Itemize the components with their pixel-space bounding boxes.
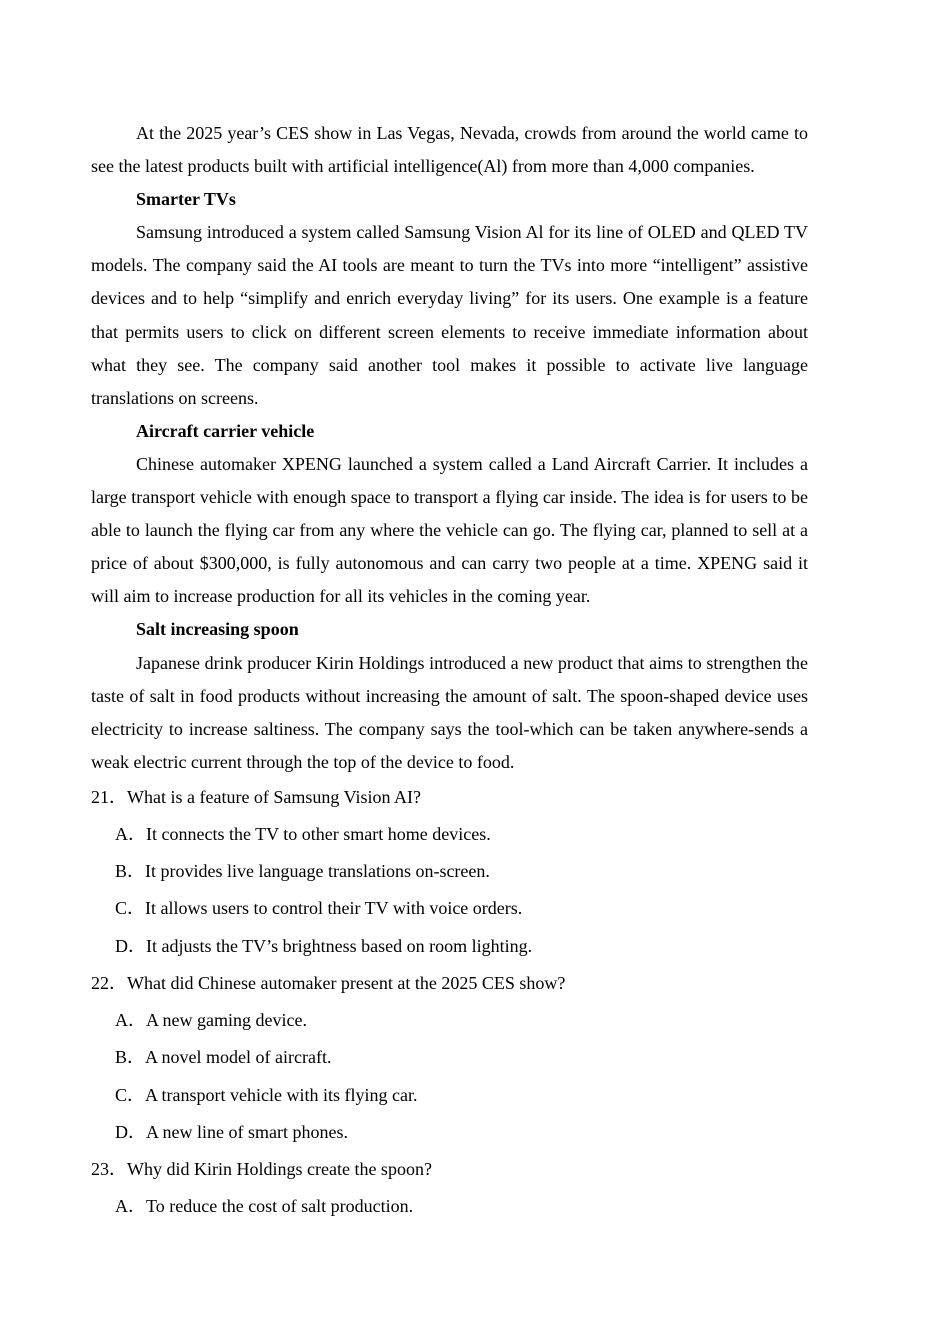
section-heading-salt-spoon: Salt increasing spoon (136, 619, 299, 640)
option-text: It adjusts the TV’s brightness based on room lighting. (146, 935, 533, 956)
option-letter: C． (115, 898, 146, 919)
option-letter: D． (115, 1121, 146, 1142)
option-letter: A． (115, 1010, 146, 1031)
option-22-d (91, 1114, 808, 1151)
option-letter: A． (115, 1196, 146, 1217)
option-text: It connects the TV to other smart home devices. (146, 824, 491, 845)
option-text: A new line of smart phones. (146, 1121, 348, 1142)
option-23-a (91, 1188, 808, 1225)
option-text: To reduce the cost of salt production. (146, 1196, 414, 1217)
option-21-c (91, 890, 808, 927)
question-text: What did Chinese automaker present at the 2025 CES show? (127, 972, 566, 993)
section-body-aircraft-carrier: Chinese automaker XPENG launched a system called a Land Aircraft Carrier. It includes a large transport vehicle with enough space to transport a flying car inside. The idea is for users to be able to launch the flying car from any where the vehicle can go. The flying car, planned to sell at a price of about $300,000, is fully autonomous and can carry two people at a time. XPENG said it will aim to increase production for all its vehicles in the coming year. (91, 453, 808, 607)
option-letter: D． (115, 935, 146, 956)
option-21-a (91, 816, 808, 853)
option-22-a (91, 1002, 808, 1039)
question-21 (91, 779, 808, 965)
option-letter: B． (115, 1047, 146, 1068)
section-body-smarter-tvs: Samsung introduced a system called Samsung Vision Al for its line of OLED and QLED TV models. The company said the AI tools are meant to turn the TVs into more “intelligent” assistive devices and to help “simplify and enrich everyday living” for its users. One example is a feature that permits users to click on different screen elements to receive immediate information about what they see. The company said another tool makes it possible to activate live language translations on screens. (91, 222, 808, 408)
option-text: A new gaming device. (146, 1010, 307, 1031)
option-letter: C． (115, 1084, 146, 1105)
option-text: It provides live language translations on-screen. (145, 861, 490, 882)
option-text: It allows users to control their TV with voice orders. (145, 898, 523, 919)
section-body-salt-spoon: Japanese drink producer Kirin Holdings introduced a new product that aims to strengthen the taste of salt in food products without increasing the amount of salt. The spoon-shaped device uses electricity to increase saltiness. The company says the tool-which can be taken anywhere-sends a weak electric current through the top of the device to food. (91, 652, 808, 772)
option-text: A transport vehicle with its flying car. (145, 1084, 418, 1105)
option-text: A novel model of aircraft. (145, 1047, 332, 1068)
passage-intro: At the 2025 year’s CES show in Las Vegas, Nevada, crowds from around the world came to see the latest products built with artificial intelligence(Al) from more than 4,000 companies. (91, 123, 808, 177)
question-text: What is a feature of Samsung Vision AI? (127, 786, 422, 807)
section-heading-smarter-tvs: Smarter TVs (136, 189, 236, 210)
exam-page (91, 117, 808, 1225)
question-23 (91, 1151, 808, 1225)
option-22-b (91, 1039, 808, 1076)
question-number: 22． (91, 972, 127, 993)
option-letter: B． (115, 861, 146, 882)
question-text: Why did Kirin Holdings create the spoon? (127, 1158, 432, 1179)
option-22-c (91, 1077, 808, 1114)
option-21-b (91, 853, 808, 890)
option-21-d (91, 928, 808, 965)
option-letter: A． (115, 824, 146, 845)
reading-passage (91, 117, 808, 779)
section-heading-aircraft-carrier: Aircraft carrier vehicle (136, 420, 315, 441)
question-number: 23． (91, 1158, 127, 1179)
question-number: 21． (91, 786, 127, 807)
question-22 (91, 965, 808, 1151)
